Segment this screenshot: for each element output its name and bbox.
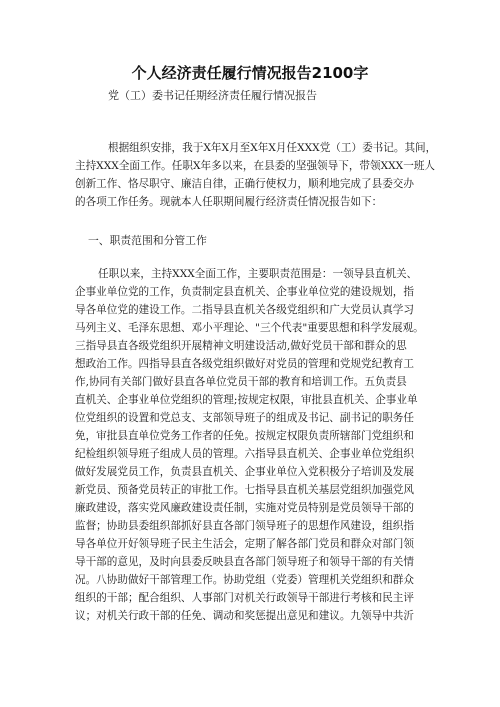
document-subtitle: 党（工）委书记任期经济责任履行情况报告 [108, 89, 317, 102]
body-line: 况。八协助做好干部管理工作。协助党组（党委）管理机关党组织和群众 [75, 574, 414, 586]
body-line: 企事业单位党的工作，负责制定县直机关、企事业单位党的建设规划，指 [75, 286, 414, 298]
body-line: 想政治工作。四指导县直各级党组织做好对党员的管理和党规党纪教育工 [75, 358, 414, 370]
intro-line: 创新工作、恪尽职守、廉洁自律，正确行使权力，顺利地完成了县委交办 [75, 178, 414, 190]
body-line: 免，审批县直单位党务工作者的任免。按规定权限负责所辖部门党组织和 [75, 430, 414, 442]
body-line: 导各单位党的建设工作。二指导县直机关各级党组织和广大党员认真学习 [75, 304, 414, 316]
body-line: 导干部的意见，及时向县委反映县直各部门领导班子和领导干部的有关情 [75, 556, 414, 568]
body-line: 监督；协助县委组织部抓好县直各部门领导班子的思想作风建设，组织指 [75, 520, 414, 532]
body-line: 马列主义、毛泽东思想、邓小平理论、"三个代表"重要思想和科学发展观。 [75, 322, 424, 334]
intro-line: 根据组织安排，我于X年X月至X年X月任XXX党（工）委书记。其间， [108, 142, 437, 154]
body-line: 组织的干部；配合组织、人事部门对机关行政领导干部进行考核和民主评 [75, 592, 414, 604]
intro-line: 主持XXX全面工作。任职X年多以来，在县委的坚强领导下，带领XXX一班人 [75, 160, 436, 172]
body-line: 作,协同有关部门做好县直各单位党员干部的教育和培训工作。五负责县 [75, 376, 407, 388]
body-line: 议；对机关行政干部的任免、调动和奖惩提出意见和建议。九领导中共沂 [75, 610, 414, 622]
document-title: 个人经济责任履行情况报告2100字 [131, 64, 369, 82]
body-line: 做好发展党员工作，负责县直机关、企事业单位入党积极分子培训及发展 [75, 466, 414, 478]
body-line: 廉政建设，落实党风廉政建设责任制，实施对党员特别是党员领导干部的 [75, 502, 414, 514]
body-line: 任职以来，主持XXX全面工作，主要职责范围是：一领导县直机关、 [98, 268, 418, 280]
body-line: 直机关、企事业单位党组织的管理;按规定权限，审批县直机关、企事业单 [75, 394, 418, 406]
body-line: 位党组织的设置和党总支、支部领导班子的组成及书记、副书记的职务任 [75, 412, 414, 424]
section-heading: 一、职责范围和分管工作 [88, 234, 207, 247]
body-line: 三指导县直各级党组织开展精神文明建设活动,做好党员干部和群众的思 [75, 340, 407, 352]
body-line: 新党员、预备党员转正的审批工作。七指导县直机关基层党组织加强党风 [75, 484, 414, 496]
body-line: 纪检组织领导班子组成人员的管理。六指导县直机关、企事业单位党组织 [75, 448, 414, 460]
intro-line: 的各项工作任务。现就本人任职期间履行经济责任情况报告如下： [75, 196, 383, 208]
body-line: 导各单位开好领导班子民主生活会，定期了解各部门党员和群众对部门领 [75, 538, 414, 550]
